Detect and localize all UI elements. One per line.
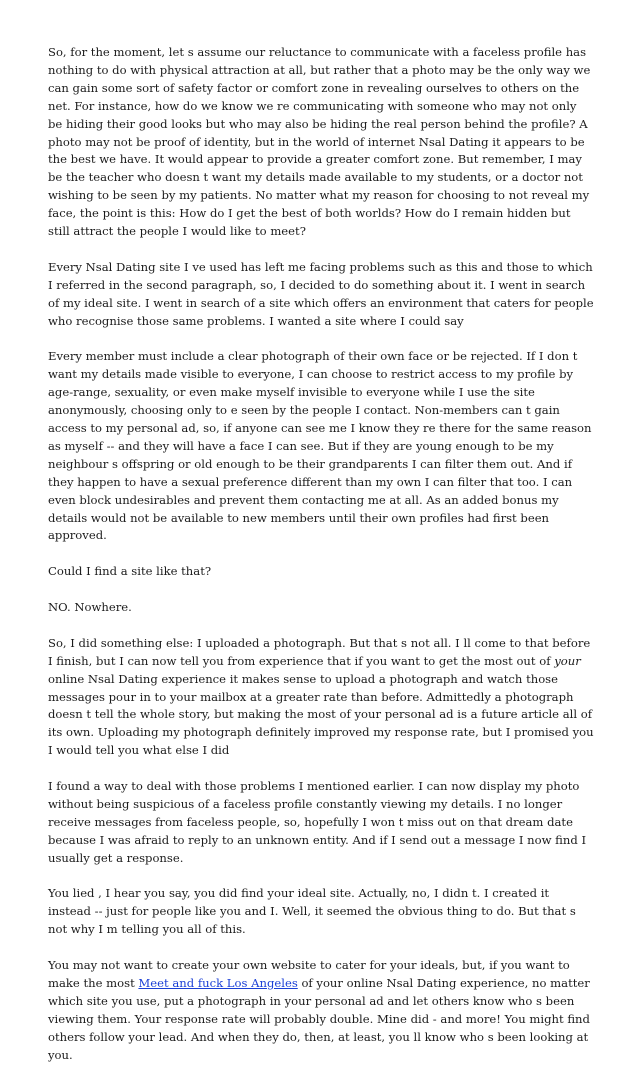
paragraph-9 [48,957,594,1064]
paragraph-1: So, for the moment, let s assume our reluctance to communicate with a faceless profile has nothing to do with physical attraction at all, but rather that a photo may be the only way we can gain some sort of safety factor or comfort zone in revealing ourselves to others on the net. For instance, how do we know we re communicating with someone who may not only be hiding their good looks but who may also be hiding the real person behind the profile? A photo may not be proof of identity, but in the world of internet Nsal Dating it appears to be the best we have. It would appear to provide a greater comfort zone. But remember, I may be the teacher who doesn t want my details made available to my students, or a doctor not wishing to be seen by my patients. No matter what my reason for choosing to not reveal my face, the point is this: How do I get the best of both worlds? How do I remain hidden but still attract the people I would like to meet? [48,45,591,239]
meet-and-fuck-los-angeles-link[interactable]: Meet and fuck Los Angeles [138,976,298,990]
paragraph-5: NO. Nowhere. [48,600,132,615]
paragraph-3: Every member must include a clear photograph of their own face or be rejected. If I don t want my details made visible to everyone, I can choose to restrict access to my profile by age-range, sexuality, or even make myself invisible to everyone while I use the site anonymously, choosing only to e seen by the people I contact. Non-members can t gain access to my personal ad, so, if anyone can see me I know they re there for the same reason as myself -- and they will have a face I can see. But if they are young enough to be my neighbour s offspring or old enough to be their grandparents I can filter them out. And if they happen to have a sexual preference different than my own I can filter that too. I can even block undesirables and prevent them contacting me at all. As an added bonus my details would not be available to new members until their own profiles had first been approved. [48,349,592,543]
paragraph-6 [48,635,594,760]
paragraph-4: Could I find a site like that? [48,564,212,579]
paragraph-6-emphasis: your [554,653,581,668]
paragraph-8: You lied , I hear you say, you did find your ideal site. Actually, no, I didn t. I created it instead -- just for people like you and I. Well, it seemed the obvious thing to do. But that s not why I m telling you all of this. [48,886,576,937]
paragraph-6-text-start: So, I did something else: I uploaded a photograph. But that s not all. I ll come to that before I finish, but I can now tell you from experience that if you want to get the most out of [48,635,591,668]
paragraph-9-text-start: You may not want to create your own website to cater for your ideals, but, if you want to make the most [48,958,570,990]
paragraph-6-text-end: online Nsal Dating experience it makes sense to upload a photograph and watch those messages pour in to your mailbox at a greater rate than before. Admittedly a photograph doesn t tell the whole story, but making the most of your personal ad is a future article all of its own. Uploading my photograph definitely improved my response rate, but I promised you I would tell you what else I did [48,671,594,758]
paragraph-7: I found a way to deal with those problems I mentioned earlier. I can now display my photo without being suspicious of a faceless profile constantly viewing my details. I no longer receive messages from faceless people, so, hopefully I won t miss out on that dream date because I was afraid to reply to an unknown entity. And if I send out a message I now find I usually get a response. [48,779,587,865]
paragraph-9-text-end: of your online Nsal Dating experience, no matter which site you use, put a photograph in your personal ad and let others know who s been viewing them. Your response rate will probably double. Mine did - and more! You might find others follow your lead. And when they do, then, at least, you ll know who s been looking at you. [48,976,590,1062]
paragraph-2: Every Nsal Dating site I ve used has left me facing problems such as this and those to which I referred in the second paragraph, so, I decided to do something about it. I went in search of my ideal site. I went in search of a site which offers an environment that caters for people who recognise those same problems. I wanted a site where I could say [48,259,594,328]
